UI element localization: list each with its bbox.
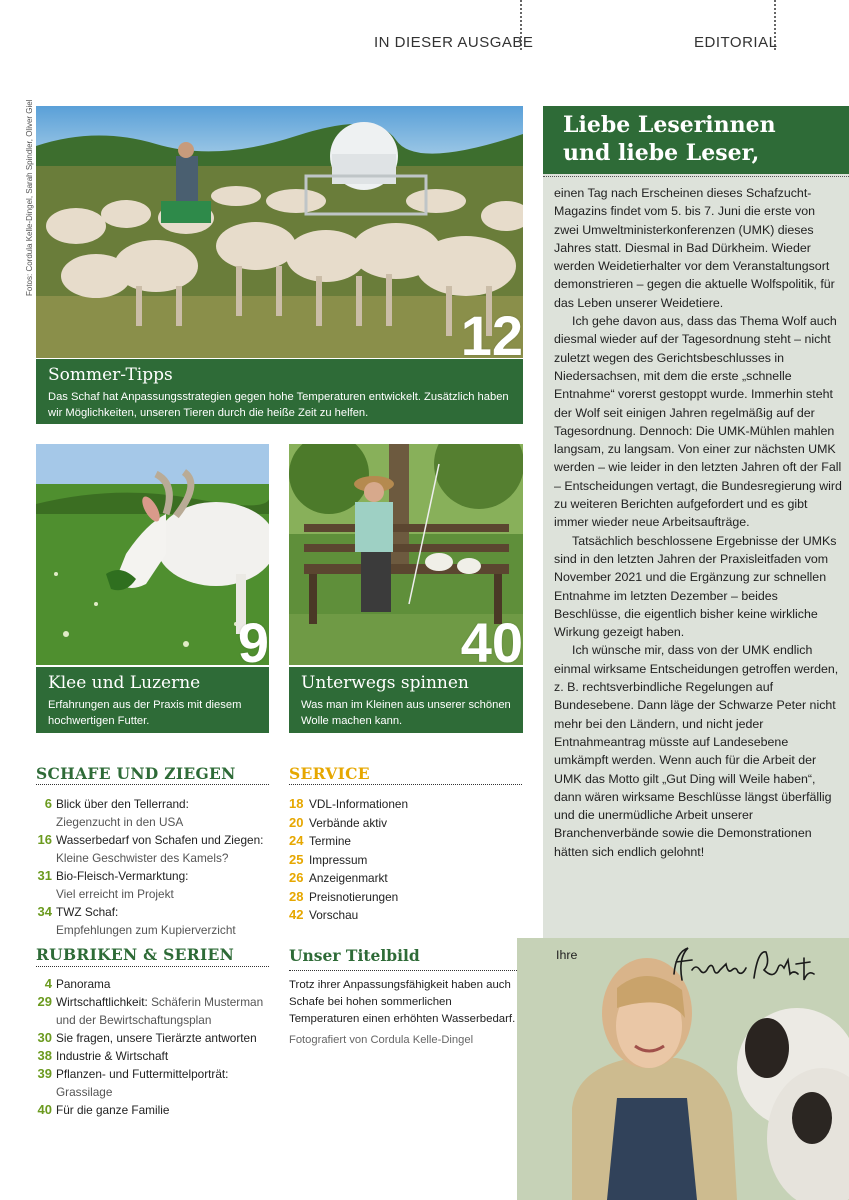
toc-item[interactable]: 40 Für die ganze Familie xyxy=(37,1102,170,1117)
toc-item[interactable]: 38 Industrie & Wirtschaft xyxy=(37,1048,169,1063)
editorial-paragraph: Ich wünsche mir, dass von der UMK endlich einmal wirksame Entscheidungen getroffen werden, z. B. rechtsverbindliche Regelungen auf Bundesebene. Dann läge der Schwarze Peter nicht mehr bei den Ländern, und nicht jeder Entnahmeantrag müsste auf Landesebene umkämpft werden. Wenn auch für die Arbeit der UMK das Motto gilt „Gut Ding will Weile haben“, dann wären wirksame Beschlüsse längst überfällig und die unermüdliche Arbeit unserer Branchenverbände sowie die Demonstrationen hätten sich endlich gelohnt! xyxy=(554,643,839,859)
feature-description: Was man im Kleinen aus unserer schönen Wolle machen kann. xyxy=(301,699,511,727)
editorial-paragraph: einen Tag nach Erscheinen dieses Schafzucht-Magazins findet vom 5. bis 7. Juni die erste von zwei Umweltministerkonferenzen (UMK) dieses Jahres statt. Diesmal in Bad Dürkheim. Wieder werden Weidetierhalter vor dem Veranstaltungsort demonstrieren – gegen die aktuelle Wolfspolitik, für das Leben unserer Weidetiere. xyxy=(554,186,835,310)
toc-item[interactable]: 4 Panorama xyxy=(44,976,111,991)
feature-title: Unterwegs spinnen xyxy=(301,673,469,693)
titelbild-credit: Fotografiert von Cordula Kelle-Dingel xyxy=(289,1034,474,1046)
toc-item[interactable]: 30 Sie fragen, unsere Tierärzte antworten xyxy=(37,1030,257,1045)
editorial-paragraph: Ich gehe davon aus, dass das Thema Wolf auch diesmal wieder auf der Tagesordnung steht – nicht zuletzt wegen des Gerichtsbeschlusses in Niedersachsen, mit dem die erste „schnelle Entnahme“ vorerst gestoppt wurde. Immerhin steht der Wolf seit einigen Jahren regelmäßig auf der Tagesordnung. Dennoch: Die UMK-Mühlen mahlen langsam, zu langsam. Von einer zur nächsten UMK werden – wie leider in den letzten Jahren oft der Fall – Entscheidungen vertagt, die Bundesregierung wird zu weiteren Berichten aufgefordert und es gibt immer wieder neue Arbeitsaufträge. xyxy=(554,314,842,530)
toc-item[interactable]: 34 TWZ Schaf: Empfehlungen zum Kupierverzicht xyxy=(37,904,236,937)
feature-photo-spinning[interactable] xyxy=(289,444,523,665)
toc-schafe-ziegen xyxy=(36,795,276,939)
feature-caption-klee[interactable] xyxy=(36,667,269,733)
section-divider xyxy=(36,784,269,785)
toc-item[interactable]: 6 Blick über den Tellerrand: Ziegenzucht in den USA xyxy=(44,796,189,829)
toc-service xyxy=(289,795,522,925)
editorial-body xyxy=(554,184,842,861)
photo-credit: Fotos: Cordula Kelle-Dingel, Sarah Spindler, Oliver Giel xyxy=(25,99,34,296)
editorial-divider xyxy=(543,176,849,177)
editorial-closing: Ihre xyxy=(556,948,578,962)
feature-caption-spinnen[interactable] xyxy=(289,667,523,733)
toc-item[interactable]: 16 Wasserbedarf von Schafen und Ziegen: Kleine Geschwister des Kamels? xyxy=(37,832,264,865)
titelbild-text: Trotz ihrer Anpassungsfähigkeit haben auch Schafe bei hohen sommerlichen Temperaturen einen erhöhten Wasserbedarf. xyxy=(289,979,516,1025)
feature-photo-sheep[interactable] xyxy=(36,106,523,358)
toc-item[interactable]: 20 Verbände aktiv xyxy=(289,814,388,830)
feature-page-number: 40 xyxy=(460,611,523,665)
feature-caption-sommer[interactable] xyxy=(36,359,523,424)
header-right-label: EDITORIAL xyxy=(694,34,778,51)
section-divider xyxy=(36,966,269,967)
toc-item[interactable]: 42 Vorschau xyxy=(289,907,359,922)
section-divider xyxy=(289,784,522,785)
toc-item[interactable]: 31 Bio-Fleisch-Vermarktung: Viel erreicht im Projekt xyxy=(37,868,189,901)
feature-page-number: 12 xyxy=(460,304,523,358)
titelbild-box xyxy=(289,946,521,1049)
section-title-rubriken: RUBRIKEN & SERIEN xyxy=(36,945,235,964)
header-left-label: IN DIESER AUSGABE xyxy=(374,34,534,51)
toc-item[interactable]: 24 Termine xyxy=(289,833,351,848)
feature-photo-goat[interactable] xyxy=(36,444,269,665)
toc-rubriken xyxy=(36,975,276,1119)
feature-description: Das Schaf hat Anpassungsstrategien gegen hohe Temperaturen entwickelt. Zusätzlich haben wir Möglichkeiten, unseren Tieren durch die heiße Zeit zu helfen. xyxy=(48,391,509,419)
toc-item[interactable]: 39 Pflanzen- und Futtermittelporträt: Grassilage xyxy=(37,1066,229,1099)
editorial-signature xyxy=(670,940,820,997)
editorial-paragraph: Tatsächlich beschlossene Ergebnisse der UMKs sind in den letzten Jahren der Praxisleitfaden vom November 2021 und die Ergänzung zur schnellen Entnahme im letzten Dezember – beides Beschlüsse, die eigentlich bisher keine wirkliche Wirkung gezeigt haben. xyxy=(554,533,837,640)
feature-description: Erfahrungen aus der Praxis mit diesem hochwertigen Futter. xyxy=(48,699,242,727)
titelbild-title: Unser Titelbild xyxy=(289,946,420,965)
section-title-schafe-ziegen: SCHAFE UND ZIEGEN xyxy=(36,764,236,783)
toc-item[interactable]: 29 Wirtschaftlichkeit: Schäferin Musterman und der Bewirtschaftungsplan xyxy=(37,994,264,1027)
toc-item[interactable]: 28 Preisnotierungen xyxy=(289,888,399,904)
toc-item[interactable]: 18 VDL-Informationen xyxy=(289,796,409,811)
editorial-heading: Liebe Leserinnen und liebe Leser, xyxy=(543,106,849,174)
section-divider xyxy=(289,970,521,971)
toc-item[interactable]: 26 Anzeigenmarkt xyxy=(289,870,388,885)
feature-title: Klee und Luzerne xyxy=(48,673,201,693)
feature-page-number: 9 xyxy=(237,611,269,665)
toc-item[interactable]: 25 Impressum xyxy=(289,851,368,867)
feature-title: Sommer-Tipps xyxy=(48,365,173,385)
section-title-service: SERVICE xyxy=(289,764,370,783)
